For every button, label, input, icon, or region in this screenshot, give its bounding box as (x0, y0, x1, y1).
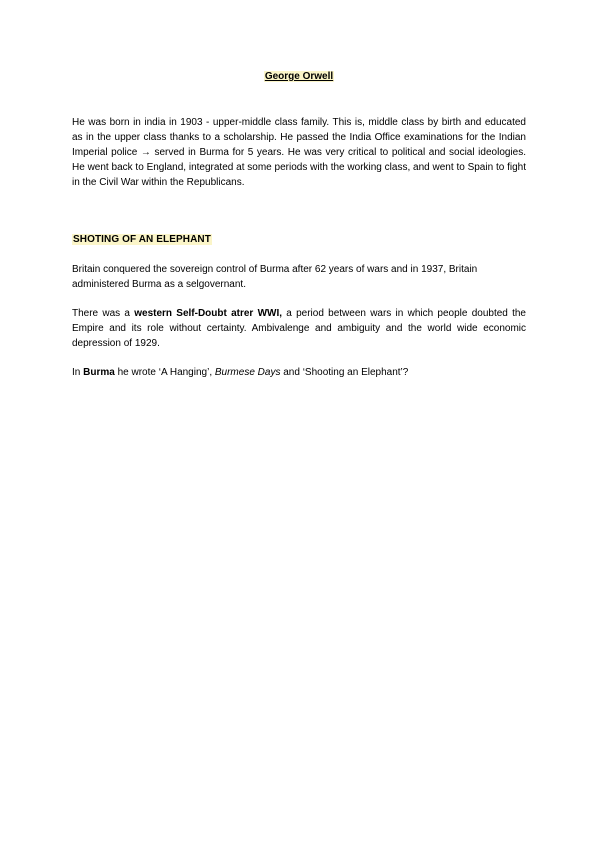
works-italic-title: Burmese Days (214, 367, 281, 378)
self-doubt-bold: western Self-Doubt atrer WWI, (134, 308, 283, 319)
self-doubt-suffix: a period between wars in which people doubted the Empire and its role without certainty. Ambivalenge and ambiguity and the world wide economic depression of 1929. (72, 308, 526, 349)
document-title-text: George Orwell (264, 71, 334, 82)
works-paragraph (72, 365, 526, 380)
section-heading (72, 233, 212, 247)
works-bold-burma: Burma (83, 367, 115, 378)
document-page (72, 0, 526, 848)
works-prefix: In (72, 367, 84, 378)
biography-paragraph: He was born in india in 1903 - upper-middle class family. This is, middle class by birth and educated as in the upper class thanks to a scholarship. He passed the India Office examinations for the Indian Imperial police → served in Burma for 5 years. He was very critical to political and social ideologies. He went back to England, integrated at some periods with the working class, and went to Spain to fight in the Civil War within the Republicans. (72, 117, 526, 188)
works-middle: he wrote ‘A Hanging’, (114, 367, 215, 378)
document-title (72, 70, 526, 84)
section-heading-text: SHOTING OF AN ELEPHANT (73, 234, 211, 245)
works-suffix: and ‘Shooting an Elephant’? (280, 367, 409, 378)
self-doubt-paragraph (72, 306, 526, 351)
self-doubt-prefix: There was a (72, 308, 135, 319)
burma-conquest-paragraph: Britain conquered the sovereign control of Burma after 62 years of wars and in 1937, Britain administered Burma as a selgovernant. (72, 264, 478, 290)
